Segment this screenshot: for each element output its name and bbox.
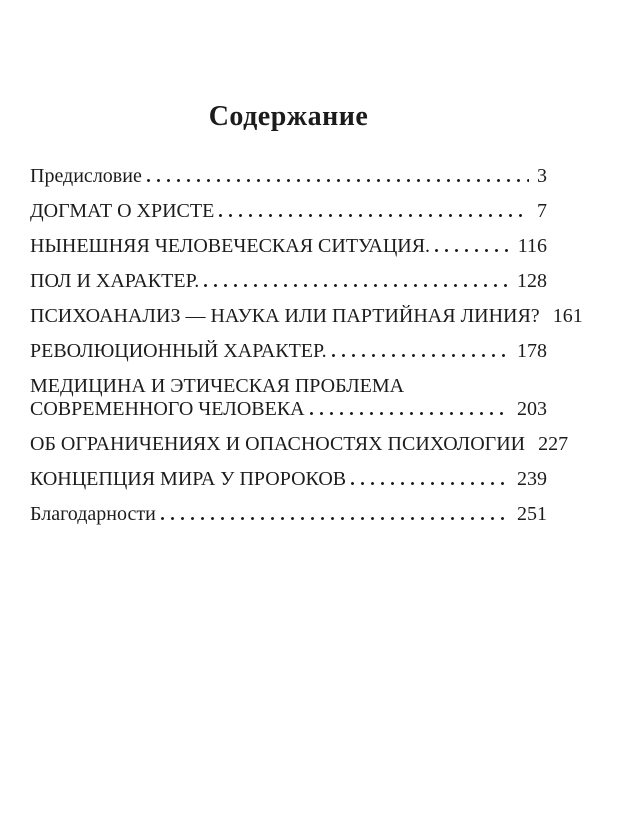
toc-page-number: 239 bbox=[517, 468, 547, 490]
dot-leader bbox=[310, 412, 509, 415]
toc-page-number: 7 bbox=[537, 200, 547, 222]
toc-entry-title: Благодарности bbox=[30, 503, 156, 525]
toc-entry-title: ОБ ОГРАНИЧЕНИЯХ И ОПАСНОСТЯХ ПСИХОЛОГИИ bbox=[30, 433, 526, 455]
table-of-contents bbox=[30, 100, 583, 538]
dot-leader bbox=[351, 482, 509, 485]
toc-entry bbox=[30, 503, 547, 526]
toc-entry bbox=[30, 165, 547, 188]
toc-entry-title-line2: СОВРЕМЕННОГО ЧЕЛОВЕКА bbox=[30, 398, 305, 420]
toc-page-number: 116 bbox=[517, 235, 547, 257]
toc-page-number: 178 bbox=[517, 340, 547, 362]
toc-list bbox=[30, 165, 583, 526]
dot-leader bbox=[435, 249, 510, 252]
toc-entry-two-line bbox=[30, 375, 547, 421]
toc-entry-title: ПСИХОАНАЛИЗ — НАУКА ИЛИ ПАРТИЙНАЯ ЛИНИЯ? bbox=[30, 305, 540, 327]
toc-entry-title: НЫНЕШНЯЯ ЧЕЛОВЕЧЕСКАЯ СИТУАЦИЯ. bbox=[30, 235, 431, 257]
dot-leader bbox=[219, 214, 529, 217]
toc-entry-title-line1: МЕДИЦИНА И ЭТИЧЕСКАЯ ПРОБЛЕМА bbox=[30, 375, 405, 397]
toc-entry bbox=[30, 235, 547, 258]
page-title: Содержание bbox=[208, 101, 369, 132]
toc-page-number: 227 bbox=[538, 433, 569, 455]
dot-leader bbox=[147, 179, 529, 182]
toc-entry-title: КОНЦЕПЦИЯ МИРА У ПРОРОКОВ bbox=[30, 468, 347, 490]
toc-entry-title: РЕВОЛЮЦИОННЫЙ ХАРАКТЕР. bbox=[30, 340, 327, 362]
toc-entry-title: ДОГМАТ О ХРИСТЕ bbox=[30, 200, 215, 222]
toc-page-number: 128 bbox=[517, 270, 547, 292]
toc-page-number: 203 bbox=[517, 398, 547, 420]
toc-entry bbox=[30, 200, 547, 223]
toc-entry bbox=[30, 468, 547, 491]
dot-leader bbox=[332, 354, 509, 357]
toc-page-number: 3 bbox=[537, 165, 547, 187]
toc-entry bbox=[30, 340, 547, 363]
toc-entry bbox=[30, 305, 583, 328]
toc-entry-title: ПОЛ И ХАРАКТЕР. bbox=[30, 270, 200, 292]
dot-leader bbox=[161, 517, 509, 520]
toc-page-number: 161 bbox=[552, 305, 583, 327]
toc-page-number: 251 bbox=[517, 503, 547, 525]
dot-leader bbox=[204, 284, 509, 287]
toc-entry-title: Предисловие bbox=[30, 165, 142, 187]
toc-entry bbox=[30, 270, 547, 293]
toc-entry bbox=[30, 433, 569, 456]
